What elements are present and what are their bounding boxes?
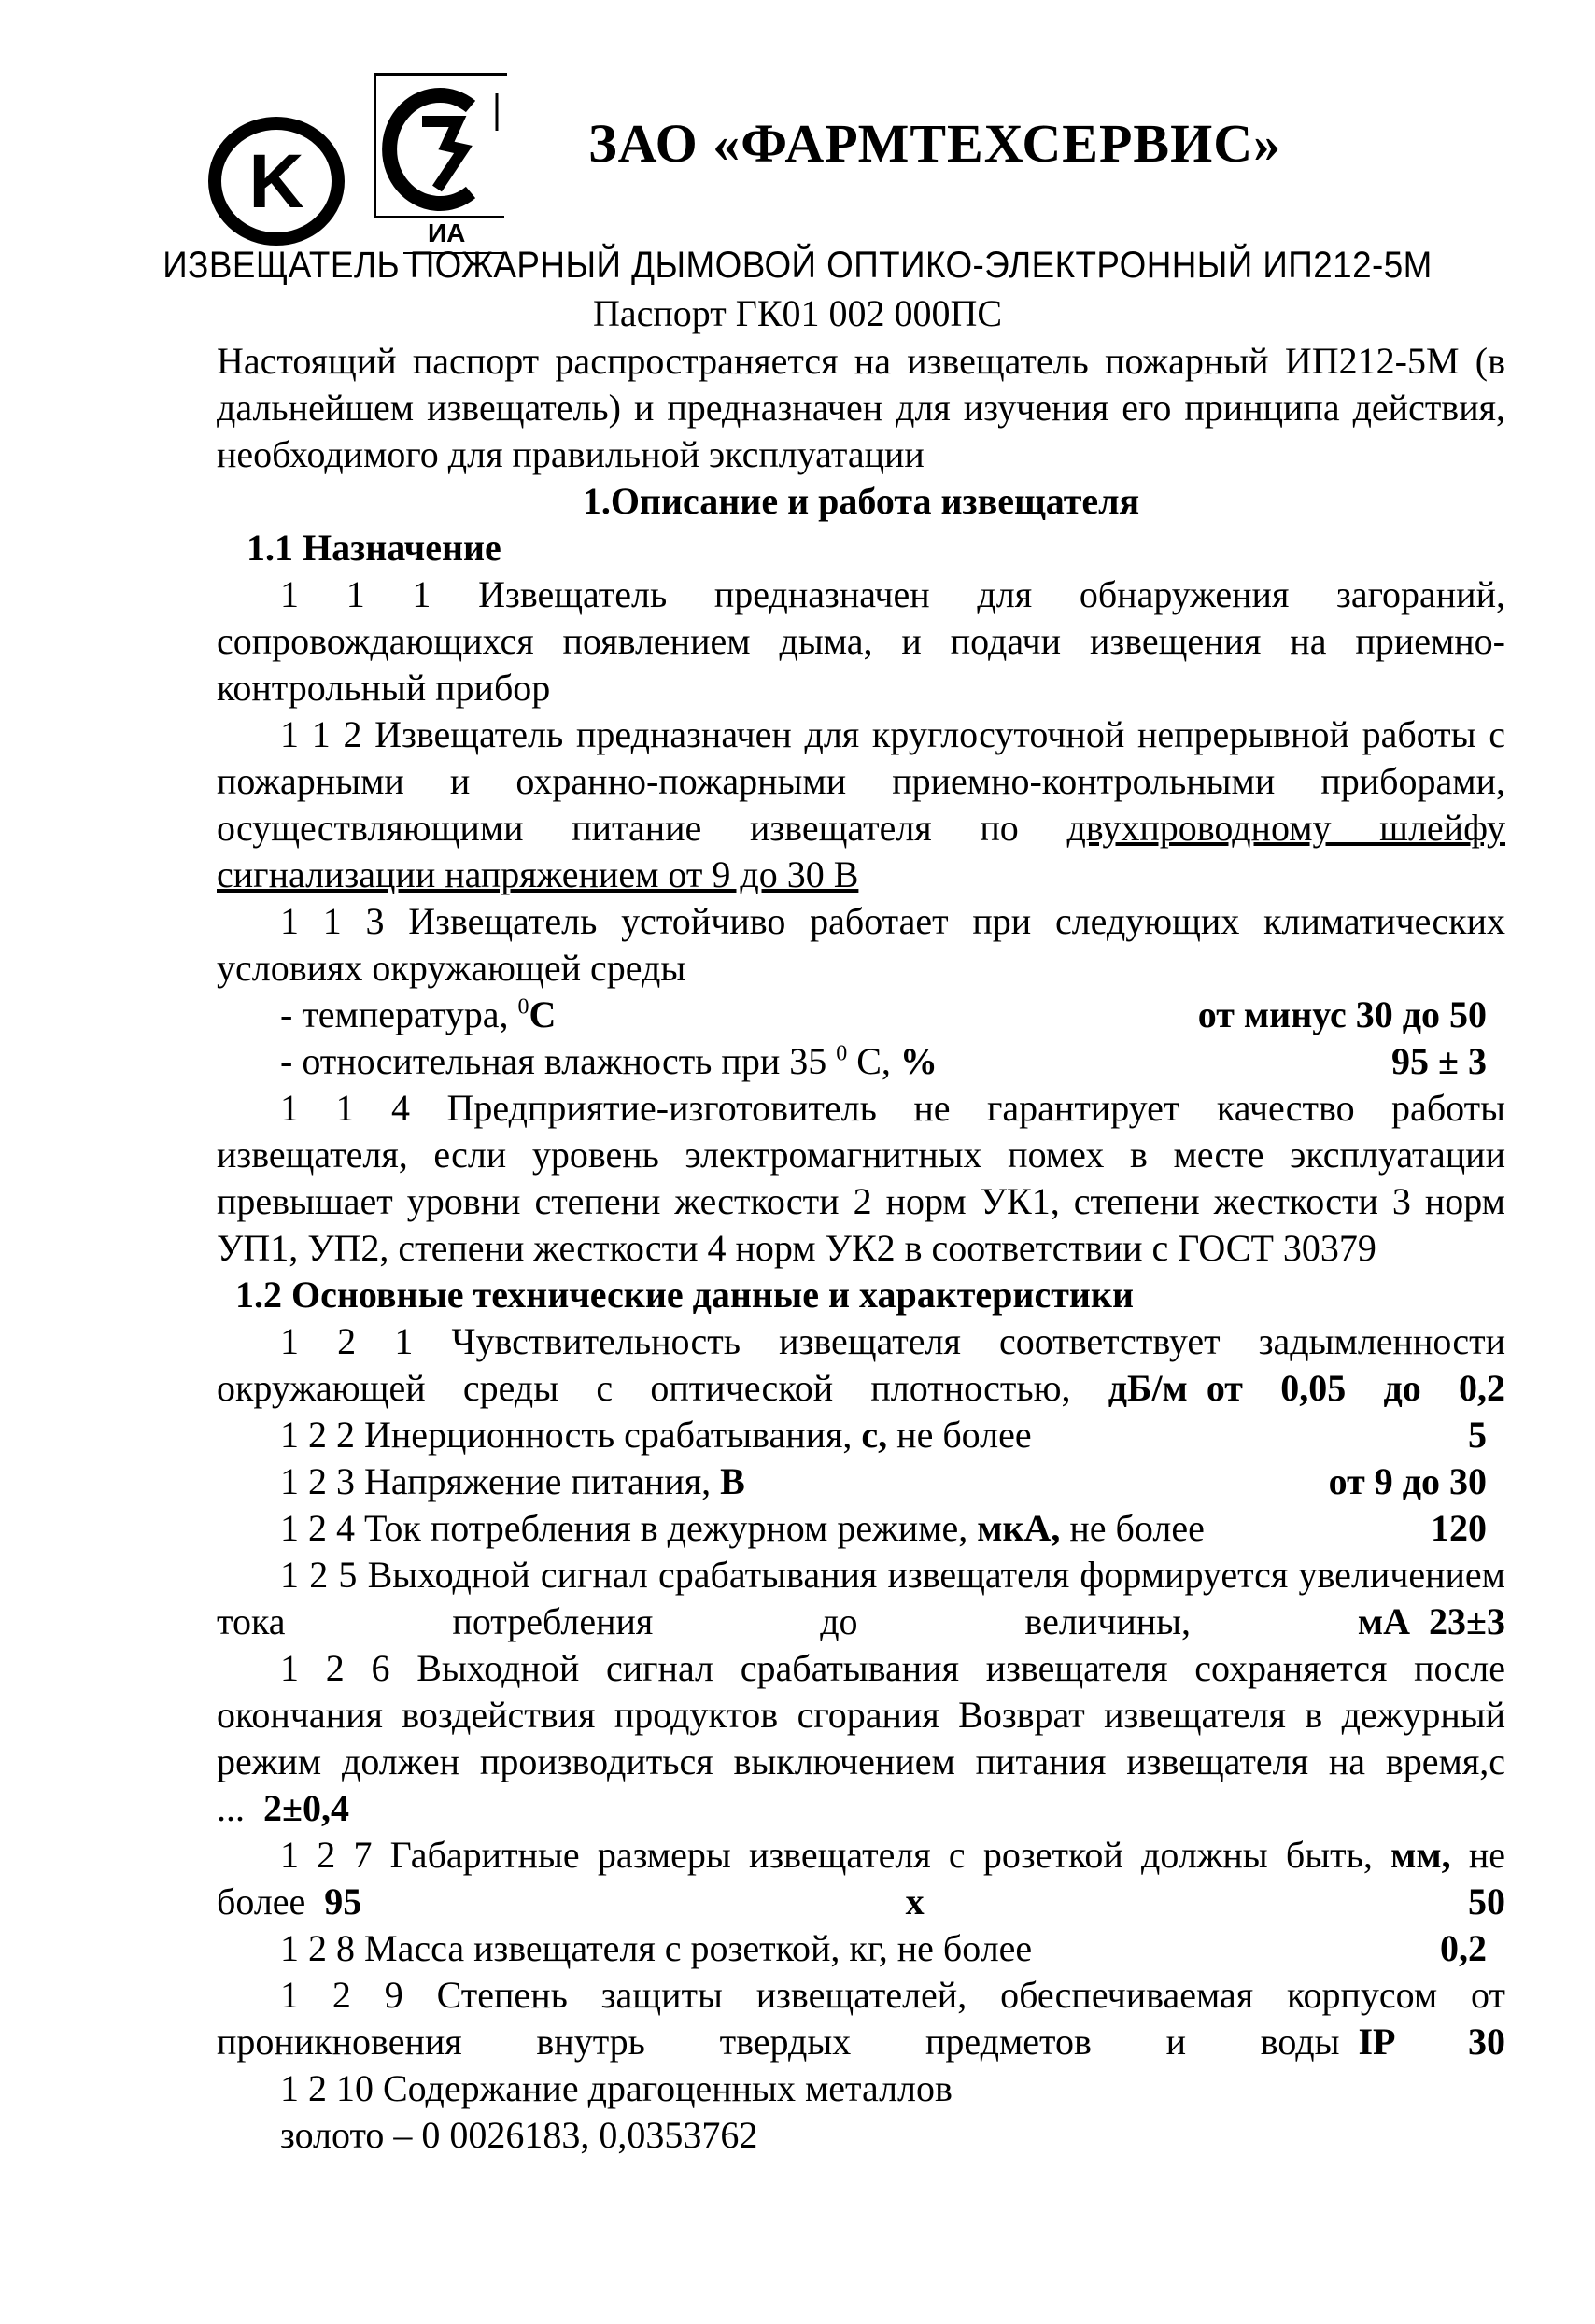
output-current-value: 23±3 — [1429, 1600, 1505, 1642]
inertia-value: 5 — [1468, 1414, 1487, 1456]
voltage-value: от 9 до 30 — [1328, 1460, 1487, 1502]
mass-value: 0,2 — [1440, 1927, 1487, 1969]
subsection-1-2-title: 1.2 Основные технические данные и характеристики — [235, 1274, 1135, 1316]
paragraph-1-2-1: 1 2 1 Чувствительность извещателя соответствует задымленности окружающей среды с оптической плотностью, дБ/м от 0,05 до 0,2 — [217, 1320, 1505, 1409]
paragraph-1-2-10: 1 2 10 Содержание драгоценных металлов — [280, 2067, 953, 2109]
section-1-title: 1.Описание и работа извещателя — [582, 480, 1140, 522]
company-name: ЗАО «ФАРМТЕХСЕРВИС» — [588, 113, 1282, 174]
certification-k-logo — [207, 116, 346, 246]
paragraph-1-2-3: 1 2 3 Напряжение питания, В от 9 до 30 — [217, 1458, 1505, 1505]
temperature-row — [217, 992, 1505, 1038]
logo-label: ИА — [428, 218, 466, 247]
paragraph-1-2-2: 1 2 2 Инерционность срабатывания, с, не более 5 — [217, 1412, 1505, 1458]
certification-c-logo — [366, 75, 506, 224]
paragraph-1-2-4: 1 2 4 Ток потребления в дежурном режиме, мкА, не более 120 — [217, 1505, 1505, 1552]
intro-paragraph: Настоящий паспорт распространяется на извещатель пожарный ИП212-5М (в дальнейшем извещатель) и предназначен для изучения его принципа действия, необходимого для правильной эксплуатации — [217, 340, 1505, 475]
dimensions-value: 95 х 50 — [324, 1880, 1505, 1923]
gold-content: золото – 0 0026183, 0,0353762 — [280, 2114, 758, 2156]
passport-number: Паспорт ГК01 002 000ПС — [592, 292, 1003, 334]
paragraph-1-2-5: 1 2 5 Выходной сигнал срабатывания извещателя формируется увеличением тока потребления до величины, мА 23±3 — [217, 1554, 1505, 1642]
document-title: ИЗВЕЩАТЕЛЬ ПОЖАРНЫЙ ДЫМОВОЙ ОПТИКО-ЭЛЕКТРОННЫЙ ИП212-5М — [162, 245, 1433, 286]
current-value: 120 — [1431, 1507, 1487, 1549]
paragraph-1-2-9: 1 2 9 Степень защиты извещателей, обеспечиваемая корпусом от проникновения внутрь твердых предметов и воды IP 30 — [217, 1974, 1506, 2063]
reset-time-value: 2±0,4 — [263, 1787, 349, 1829]
protection-class-value: IP 30 — [1358, 2021, 1506, 2063]
sensitivity-value: от 0,05 до 0,2 — [1206, 1367, 1505, 1409]
paragraph-1-1-4: 1 1 4 Предприятие-изготовитель не гарантирует качество работы извещателя, если уровень электромагнитных помех в месте эксплуатации превышает уровни степени жесткости 2 норм УК1, степени жесткости 3 норм УП1, УП2, степени жесткости 4 норм УК2 в соответствии с ГОСТ 30379 — [217, 1087, 1505, 1269]
svg-text:K: K — [248, 139, 304, 224]
paragraph-1-2-7: 1 2 7 Габаритные размеры извещателя с розеткой должны быть, мм, не более 95 х 50 — [217, 1834, 1506, 1923]
temperature-value: от минус 30 до 50 — [1197, 993, 1487, 1035]
temperature-label: - температура, $^0$С — [280, 993, 557, 1035]
logo-underline — [374, 216, 504, 218]
subsection-1-1-title: 1.1 Назначение — [247, 527, 501, 569]
paragraph-1-1-2 — [217, 711, 1505, 898]
document-body — [217, 338, 1505, 2159]
paragraph-1-1-2-underlined: двухпроводному шлейфу сигнализации напряжением от 9 до 30 В — [217, 807, 1506, 895]
paragraph-1-2-8: 1 2 8 Масса извещателя с розеткой, кг, не более 0,2 — [217, 1925, 1505, 1972]
paragraph-1-2-6: 1 2 6 Выходной сигнал срабатывания извещателя сохраняется после окончания воздействия продуктов сгорания Возврат извещателя в дежурный режим должен производиться выключением питания извещателя на время,с ... 2±0,4 — [217, 1647, 1505, 1829]
humidity-label: - относительная влажность при 35 $^0$ С, % — [280, 1040, 938, 1082]
humidity-row — [217, 1038, 1505, 1085]
humidity-value: 95 ± 3 — [1391, 1040, 1487, 1082]
paragraph-1-1-2-text: 1 1 2 Извещатель предназначен для круглосуточной непрерывной работы с пожарными и охранно-пожарными приемно-контрольными приборами, осуществляющими питание извещателя по — [217, 713, 1505, 849]
paragraph-1-1-1: 1 1 1 Извещатель предназначен для обнаружения загораний, сопровождающихся появлением дыма, и подачи извещения на приемно-контрольный прибор — [217, 573, 1505, 709]
paragraph-1-1-3: 1 1 3 Извещатель устойчиво работает при следующих климатических условиях окружающей среды — [217, 900, 1505, 989]
